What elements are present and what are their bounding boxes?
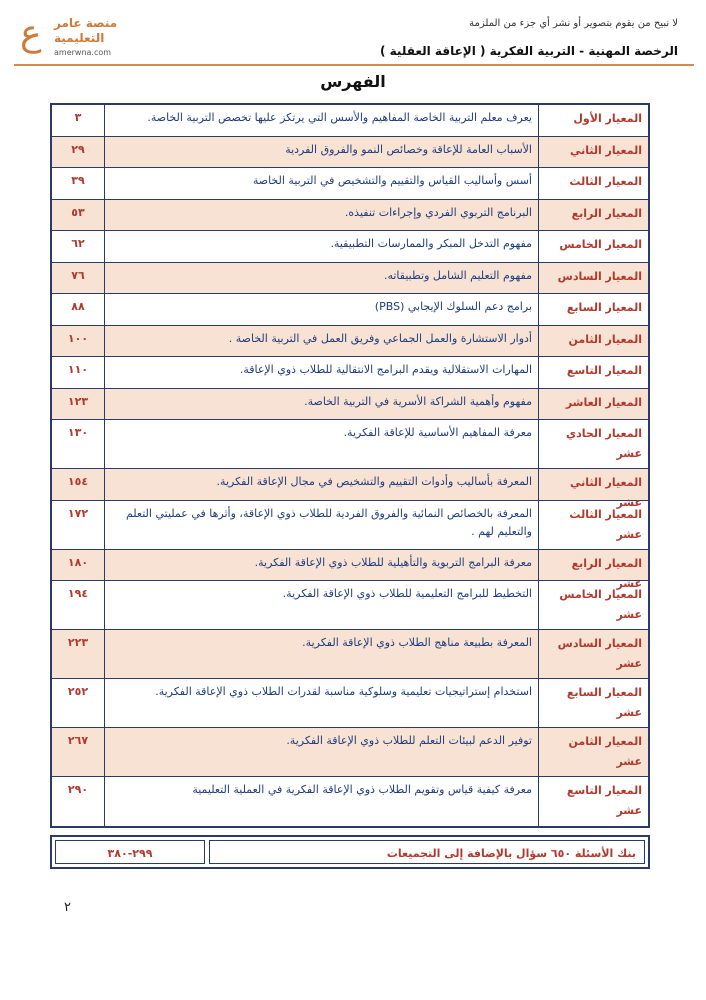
- toc-page-number: ٢٥٢: [67, 685, 89, 698]
- toc-row: [52, 326, 648, 358]
- question-bank-pages: ٢٩٩-٣٨٠: [55, 840, 205, 864]
- question-bank-row: [50, 835, 650, 869]
- toc-standard-label: المعيار الخامس عشر: [538, 581, 648, 629]
- toc-row: [52, 137, 648, 169]
- toc-description: المعرفة بالخصائص النمائية والفروق الفردية للطلاب ذوي الإعاقة، وأثرها في عمليتي التعلم والتعليم لهم .: [104, 501, 538, 549]
- toc-row: [52, 105, 648, 137]
- logo-line1: منصة عامر: [54, 16, 118, 30]
- toc-description: مفهوم التدخل المبكر والممارسات التطبيقية.: [104, 231, 538, 262]
- subject-title: الرخصة المهنية - التربية الفكرية ( الإعاقة العقلية ): [379, 44, 678, 58]
- toc-row: [52, 263, 648, 295]
- logo-line2: التعليمية: [54, 31, 105, 45]
- toc-standard-label: المعيار الثالث عشر: [538, 501, 648, 549]
- toc-description: الأسباب العامة للإعاقة وخصائص النمو والفروق الفردية: [104, 137, 538, 168]
- toc-row: [52, 501, 648, 550]
- toc-row: [52, 420, 648, 469]
- toc-standard-label: المعيار الثاني: [538, 137, 648, 168]
- toc-row: [52, 469, 648, 509]
- toc-standard-label: المعيار التاسع عشر: [538, 777, 648, 826]
- toc-page-number: ١٧٢: [67, 506, 89, 520]
- toc-page-number: ١٠٠: [67, 331, 89, 345]
- toc-description: أدوار الاستشارة والعمل الجماعي وفريق العمل في التربية الخاصة .: [104, 326, 538, 357]
- toc-row: [52, 679, 648, 728]
- toc-description: توفير الدعم لبيئات التعلم للطلاب ذوي الإعاقة الفكرية.: [104, 728, 538, 776]
- toc-description: أسس وأساليب القياس والتقييم والتشخيص في التربية الخاصة: [104, 168, 538, 199]
- toc-row: [52, 200, 648, 232]
- logo-mark-icon: ع: [20, 13, 42, 54]
- logo: [20, 14, 140, 62]
- toc-description: معرفة كيفية قياس وتقويم الطلاب ذوي الإعاقة الفكرية في العملية التعليمية: [104, 777, 538, 826]
- page-header: [0, 0, 706, 66]
- toc-page-number: ٢٩: [71, 142, 85, 156]
- toc-standard-label: المعيار الخامس: [538, 231, 648, 262]
- logo-site: amerwna.com: [54, 48, 112, 57]
- toc-page-number: ١٥٤: [67, 475, 89, 488]
- toc-standard-label: المعيار الثاني عشر: [538, 469, 648, 500]
- toc-description: المهارات الاستقلالية ويقدم البرامج الانتقالية للطلاب ذوي الإعاقة.: [104, 357, 538, 388]
- toc-row: [52, 294, 648, 326]
- toc-page-number: ٥٣: [71, 205, 85, 219]
- toc-page-number: ٣: [74, 111, 82, 124]
- toc-standard-label: المعيار السابع عشر: [538, 679, 648, 727]
- toc-description: البرنامج التربوي الفردي وإجراءات تنفيذه.: [104, 200, 538, 231]
- toc-row: [52, 777, 648, 826]
- page-title: الفهرس: [320, 72, 386, 91]
- toc-page-number: ٨٨: [71, 300, 85, 313]
- toc-description: المعرفة بطبيعة مناهج الطلاب ذوي الإعاقة الفكرية.: [104, 630, 538, 678]
- toc-standard-label: المعيار الرابع: [538, 200, 648, 231]
- toc-row: [52, 168, 648, 200]
- toc-row: [52, 728, 648, 777]
- toc-page-number: ٢٢٣: [67, 636, 89, 649]
- toc-standard-label: المعيار الحادي عشر: [538, 420, 648, 468]
- toc-page-number: ١٣٠: [67, 426, 89, 439]
- toc-standard-label: المعيار الرابع عشر: [538, 550, 648, 581]
- toc-page-number: ١٢٣: [67, 394, 89, 408]
- toc-page-number: ٢٩٠: [67, 783, 89, 796]
- toc-standard-label: المعيار الثالث: [538, 168, 648, 199]
- toc-standard-label: المعيار العاشر: [538, 389, 648, 420]
- toc-description: التخطيط للبرامج التعليمية للطلاب ذوي الإعاقة الفكرية.: [104, 581, 538, 629]
- toc-standard-label: المعيار الأول: [538, 105, 648, 136]
- toc-row: [52, 630, 648, 679]
- toc-description: مفهوم وأهمية الشراكة الأسرية في التربية الخاصة.: [104, 389, 538, 420]
- toc-page-number: ١٩٤: [67, 587, 89, 600]
- toc-row: [52, 389, 648, 421]
- toc-row: [52, 231, 648, 263]
- toc-description: معرفة البرامج التربوية والتأهيلية للطلاب ذوي الإعاقة الفكرية.: [104, 550, 538, 581]
- toc-description: المعرفة بأساليب وأدوات التقييم والتشخيص في مجال الإعاقة الفكرية.: [104, 469, 538, 500]
- toc-standard-label: المعيار السابع: [538, 294, 648, 325]
- toc-standard-label: المعيار التاسع: [538, 357, 648, 388]
- toc-description: يعرف معلم التربية الخاصة المفاهيم والأسس التي يرتكز عليها تخصص التربية الخاصة.: [104, 105, 538, 136]
- toc-page-number: ٢٦٧: [67, 734, 89, 747]
- toc-standard-label: المعيار السادس عشر: [538, 630, 648, 678]
- toc-page-number: ١٨٠: [67, 555, 89, 569]
- toc-table: [50, 103, 650, 828]
- toc-page-number: ٦٢: [71, 237, 85, 250]
- toc-row: [52, 550, 648, 590]
- toc-description: برامج دعم السلوك الإيجابي (PBS): [104, 294, 538, 325]
- toc-description: مفهوم التعليم الشامل وتطبيقاته.: [104, 263, 538, 294]
- toc-description: معرفة المفاهيم الأساسية للإعاقة الفكرية.: [104, 420, 538, 468]
- question-bank-text: بنك الأسئلة ٦٥٠ سؤال بالإضافة إلى التجميعات: [209, 840, 645, 864]
- toc-description: استخدام إستراتيجيات تعليمية وسلوكية مناسبة لقدرات الطلاب ذوي الإعاقة الفكرية.: [104, 679, 538, 727]
- toc-row: [52, 357, 648, 389]
- toc-page-number: ١١٠: [67, 363, 89, 376]
- toc-standard-label: المعيار الثامن: [538, 326, 648, 357]
- toc-standard-label: المعيار السادس: [538, 263, 648, 294]
- toc-page-number: ٧٦: [71, 268, 85, 282]
- copyright-notice: لا نبيح من يقوم بتصوير أو نشر أي جزء من الملزمة: [469, 18, 678, 29]
- toc-page-number: ٣٩: [71, 174, 85, 187]
- header-divider: [14, 64, 694, 66]
- page-number: ٢: [64, 900, 71, 915]
- toc-row: [52, 581, 648, 630]
- toc-standard-label: المعيار الثامن عشر: [538, 728, 648, 776]
